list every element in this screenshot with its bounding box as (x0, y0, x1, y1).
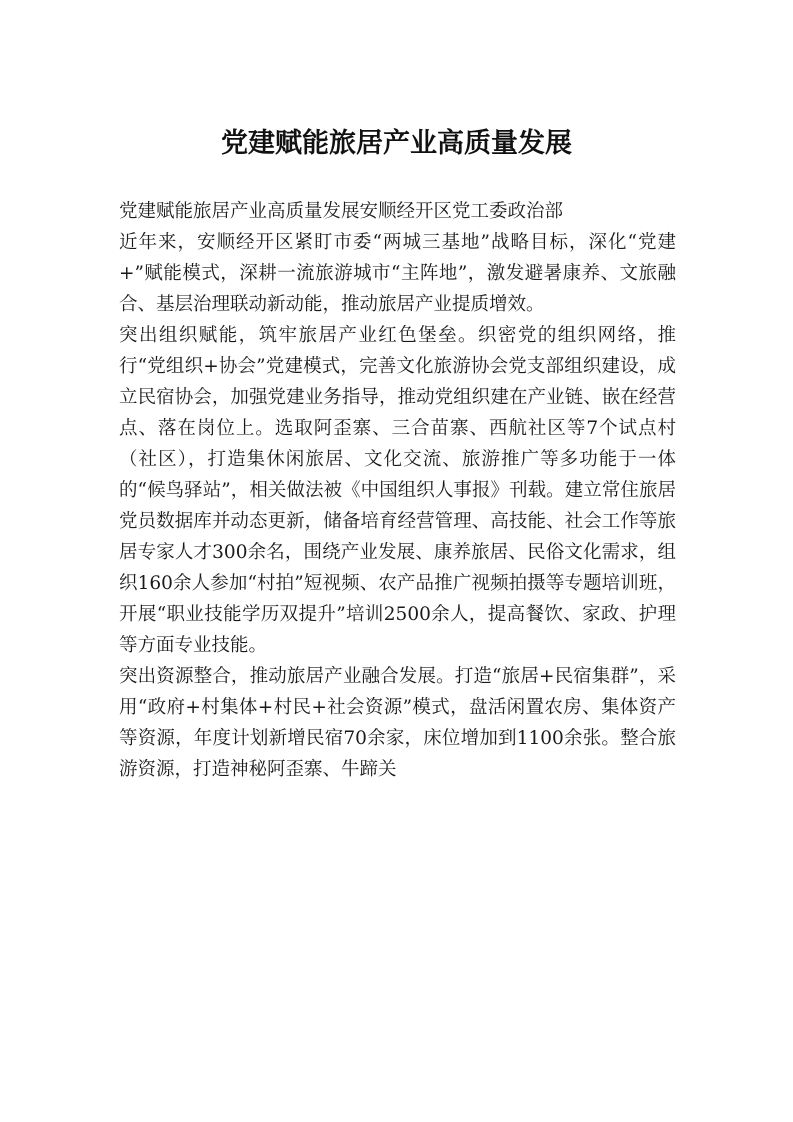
document-title: 党建赋能旅居产业高质量发展 (221, 128, 572, 159)
document-body (119, 196, 676, 785)
paragraph-intro: 近年来，安顺经开区紧盯市委“两城三基地”战略目标，深化“党建+”赋能模式，深耕一流旅游城市“主阵地”，激发避暑康养、文旅融合、基层治理联动新动能，推动旅居产业提质增效。 (119, 232, 676, 315)
paragraph-subtitle: 党建赋能旅居产业高质量发展安顺经开区党工委政治部 (119, 201, 564, 222)
paragraph-organization: 突出组织赋能，筑牢旅居产业红色堡垒。织密党的组织网络，推行“党组织+协会”党建模式，完善文化旅游协会党支部组织建设，成立民宿协会，加强党建业务指导，推动党组织建在产业链、嵌在经营点、落在岗位上。选取阿歪寨、三合苗寨、西航社区等7个试点村（社区），打造集休闲旅居、文化交流、旅游推广等多功能于一体的“候鸟驿站”，相关做法被《中国组织人事报》刊载。建立常住旅居党员数据库并动态更新，储备培育经营管理、高技能、社会工作等旅居专家人才300余名，围绕产业发展、康养旅居、民俗文化需求，组织160余人参加“村拍”短视频、农产品推广视频拍摄等专题培训班，开展“职业技能学历双提升”培训2500余人，提高餐饮、家政、护理等方面专业技能。 (119, 325, 676, 656)
paragraph-resources: 突出资源整合，推动旅居产业融合发展。打造“旅居+民宿集群”，采用“政府+村集体+村民+社会资源”模式，盘活闲置农房、集体资产等资源，年度计划新增民宿70余家，床位增加到1100余张。整合旅游资源，打造神秘阿歪寨、牛蹄关 (119, 666, 676, 780)
